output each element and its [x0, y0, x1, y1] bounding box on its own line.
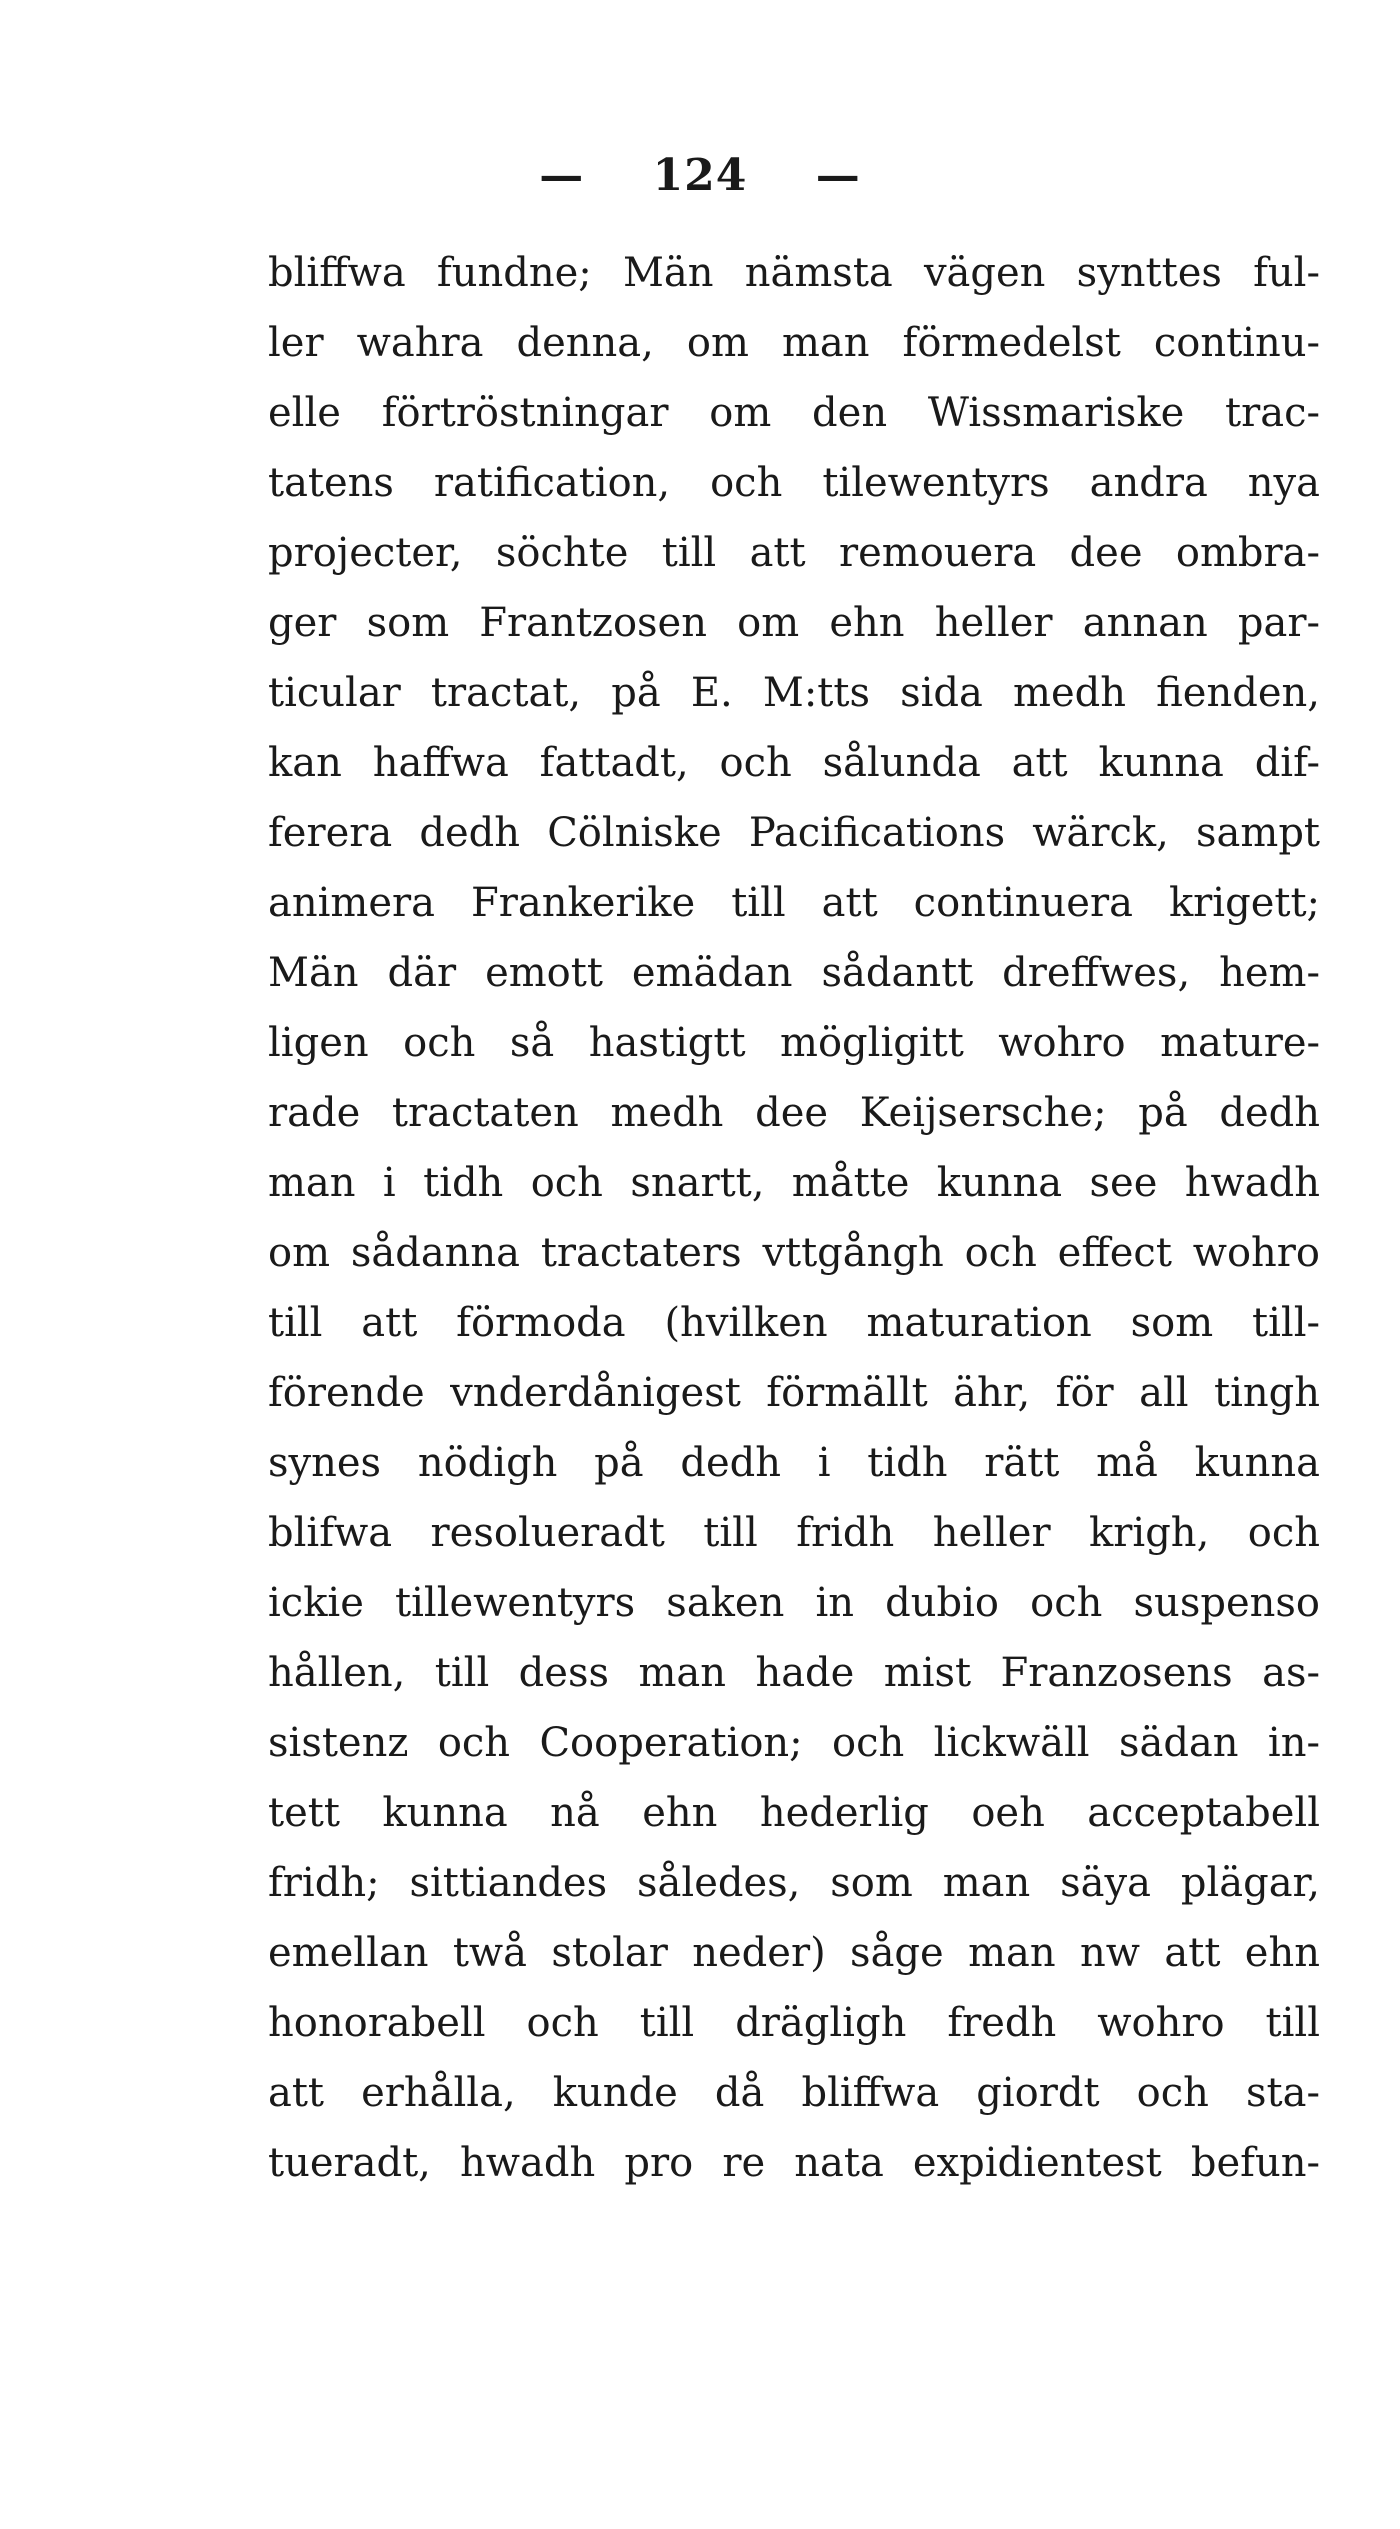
text-line: till att förmoda (hvilken maturation som till-: [268, 1300, 1320, 1346]
text-line: om sådanna tractaters vttgångh och effect wohro: [268, 1230, 1320, 1276]
text-line: animera Frankerike till att continuera krigett;: [268, 880, 1320, 926]
page-header: [0, 150, 1400, 201]
header-left-dash: —: [539, 150, 585, 201]
text-line: blifwa resolueradt till fridh heller krigh, och: [268, 1510, 1320, 1556]
text-line: ferera dedh Cölniske Pacifications wärck, sampt: [268, 810, 1320, 856]
text-line: hållen, till dess man hade mist Franzosens as-: [268, 1650, 1320, 1696]
text-line: tett kunna nå ehn hederlig oeh acceptabell: [268, 1790, 1320, 1836]
page-number: 124: [652, 150, 748, 201]
text-line: ligen och så hastigtt mögligitt wohro mature-: [268, 1020, 1320, 1066]
body-text: [268, 238, 1320, 2198]
text-line: honorabell och till drägligh fredh wohro till: [268, 2000, 1320, 2046]
text-line: ickie tillewentyrs saken in dubio och suspenso: [268, 1580, 1320, 1626]
header-right-dash: —: [815, 150, 861, 201]
text-line: tueradt, hwadh pro re nata expidientest befun-: [268, 2140, 1320, 2186]
text-line: sistenz och Cooperation; och lickwäll sädan in-: [268, 1720, 1320, 1766]
text-line: ticular tractat, på E. M:tts sida medh fienden,: [268, 670, 1320, 716]
text-line: elle förtröstningar om den Wissmariske trac-: [268, 390, 1320, 436]
text-line: ger som Frantzosen om ehn heller annan par-: [268, 600, 1320, 646]
text-line: tatens ratification, och tilewentyrs andra nya: [268, 460, 1320, 506]
text-line: rade tractaten medh dee Keijsersche; på dedh: [268, 1090, 1320, 1136]
text-line: att erhålla, kunde då bliffwa giordt och sta-: [268, 2070, 1320, 2116]
text-line: projecter, söchte till att remouera dee ombra-: [268, 530, 1320, 576]
text-line: kan haffwa fattadt, och sålunda att kunna dif-: [268, 740, 1320, 786]
text-line: Män där emott emädan sådantt dreffwes, hem-: [268, 950, 1320, 996]
text-line: emellan twå stolar neder) såge man nw att ehn: [268, 1930, 1320, 1976]
text-line: synes nödigh på dedh i tidh rätt må kunna: [268, 1440, 1320, 1486]
text-line: förende vnderdånigest förmällt ähr, för all tingh: [268, 1370, 1320, 1416]
text-line: man i tidh och snartt, måtte kunna see hwadh: [268, 1160, 1320, 1206]
text-line: fridh; sittiandes således, som man säya plägar,: [268, 1860, 1320, 1906]
text-line: ler wahra denna, om man förmedelst continu-: [268, 320, 1320, 366]
text-line: bliffwa fundne; Män nämsta vägen synttes ful-: [268, 250, 1320, 296]
